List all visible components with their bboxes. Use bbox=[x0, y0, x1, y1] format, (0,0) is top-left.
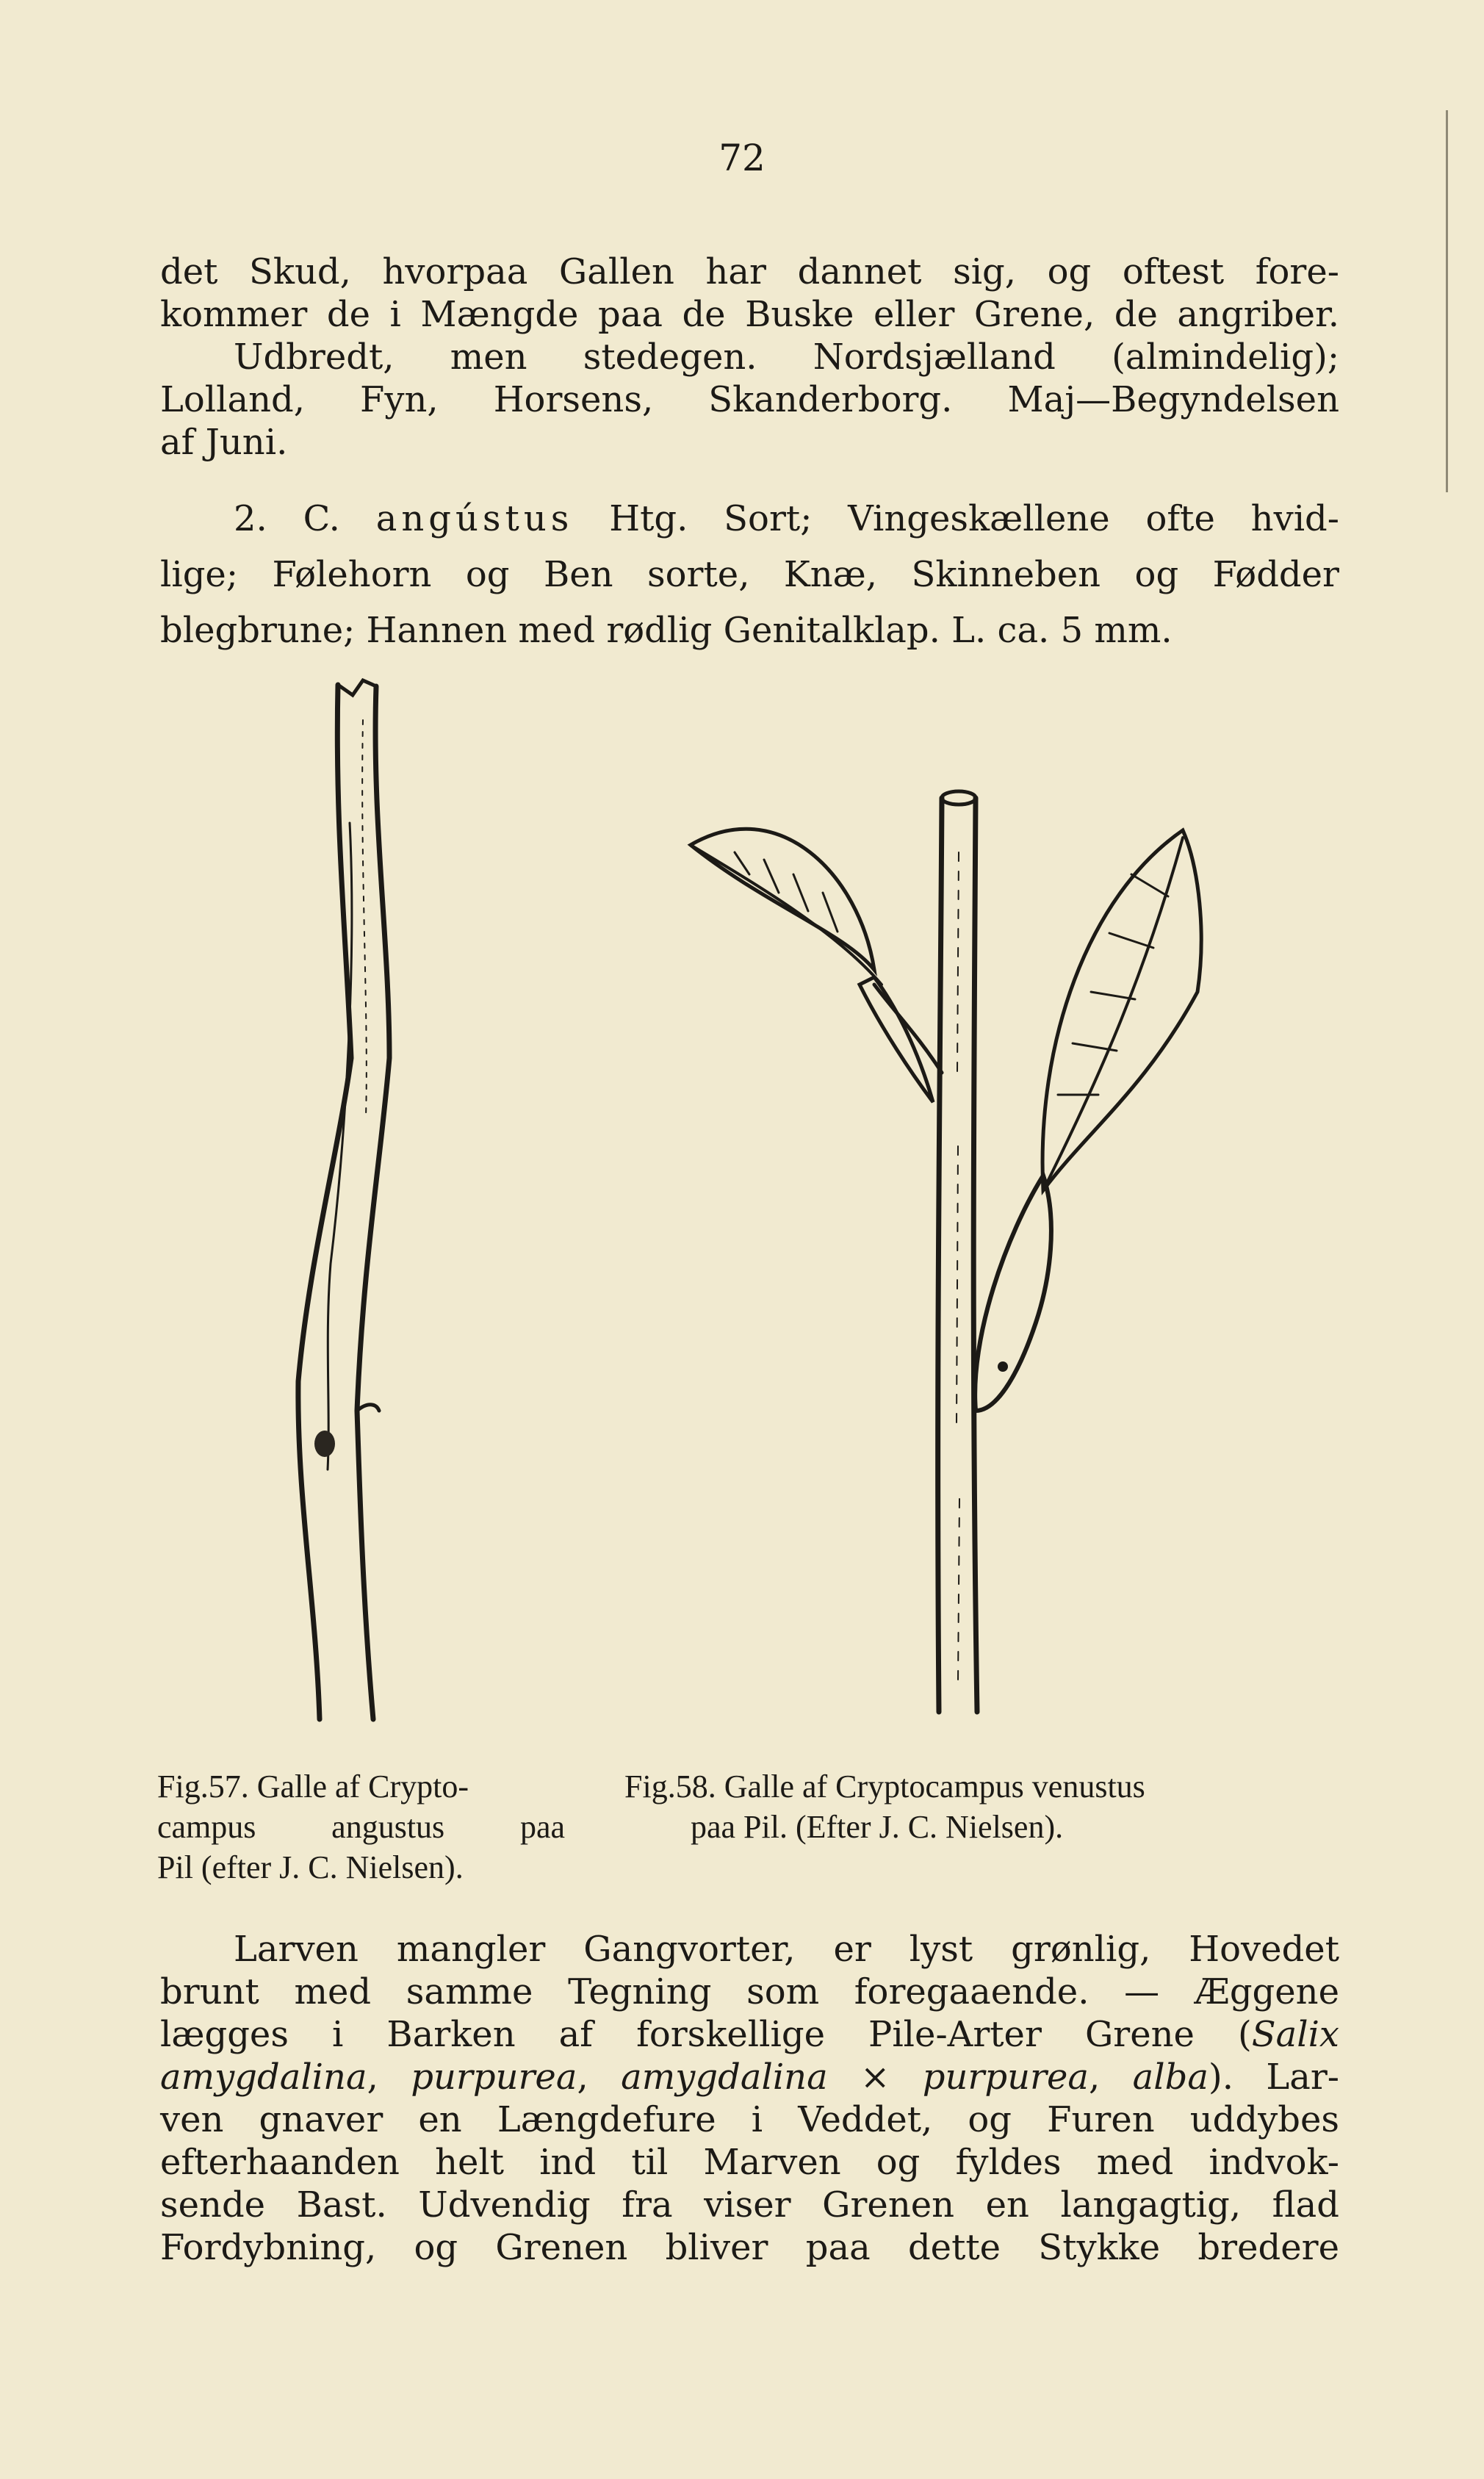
stem-right-edge bbox=[973, 798, 977, 1712]
page-number: 72 bbox=[718, 137, 766, 179]
text-line: brunt med samme Tegning som foregaaende. — Æggene bbox=[160, 1971, 1339, 2012]
text-line: lægges i Barken af forskellige Pile-Arter Grene (Salix bbox=[160, 2014, 1339, 2055]
species-author: Htg. bbox=[609, 498, 688, 539]
twig-57-groove bbox=[328, 823, 352, 1469]
intro-paragraph bbox=[160, 251, 1339, 464]
species-entry bbox=[160, 491, 1339, 658]
text-line: blegbrune; Hannen med rødlig Genitalklap. L. ca. 5 mm. bbox=[160, 610, 1173, 651]
stem-cut-end bbox=[942, 791, 976, 805]
twig-57-shade bbox=[362, 720, 367, 1117]
gall-opening-mark bbox=[314, 1431, 335, 1457]
right-leaf-outline bbox=[1042, 830, 1201, 1190]
twig-57-joint bbox=[357, 1405, 379, 1411]
species-number: 2. C. bbox=[234, 498, 340, 539]
caption-line: campus angustus paa bbox=[157, 1809, 565, 1845]
gall-exit-hole bbox=[998, 1361, 1008, 1372]
text-line: det Skud, hvorpaa Gallen har dannet sig, og oftest fore- bbox=[160, 251, 1339, 292]
figure-58-gall-on-willow bbox=[676, 764, 1220, 1719]
species-entry-line-1 bbox=[160, 491, 1339, 547]
body-paragraph bbox=[160, 1928, 1339, 2269]
text-line: efterhaanden helt ind til Marven og fyldes med indvok- bbox=[160, 2142, 1339, 2183]
stem-texture bbox=[957, 852, 959, 1683]
text-line: Udbredt, men stedegen. Nordsjælland (almindelig); bbox=[234, 337, 1339, 378]
left-gall-swelling bbox=[860, 977, 933, 1102]
figure-57-caption bbox=[157, 1766, 569, 1888]
twig-57-right-edge bbox=[357, 686, 389, 1719]
caption-line: Fig.58. Galle af Cryptocampus venustus bbox=[624, 1769, 1145, 1805]
text-line: sende Bast. Udvendig fra viser Grenen en langagtig, flad bbox=[160, 2184, 1339, 2226]
text-line: Larven mangler Gangvorter, er lyst grønlig, Hovedet bbox=[234, 1929, 1339, 1970]
caption-line: Fig.57. Galle af Crypto- bbox=[157, 1769, 469, 1805]
right-gall-body bbox=[975, 1176, 1051, 1411]
text-line: af Juni. bbox=[160, 422, 288, 463]
caption-line: Pil (efter J. C. Nielsen). bbox=[157, 1849, 464, 1885]
species-name: angústus bbox=[375, 498, 574, 539]
text-line: kommer de i Mængde paa de Buske eller Grene, de angriber. bbox=[160, 294, 1339, 335]
figure-57-gall-on-twig bbox=[287, 676, 433, 1727]
figure-58-caption bbox=[624, 1766, 1344, 1847]
text-line: Fordybning, og Grenen bliver paa dette Stykke bredere bbox=[160, 2227, 1339, 2268]
text-line: ven gnaver en Længdefure i Veddet, og Furen uddybes bbox=[160, 2099, 1339, 2140]
text-line: lige; Følehorn og Ben sorte, Knæ, Skinneben og Fødder bbox=[160, 554, 1339, 595]
caption-line: paa Pil. (Efter J. C. Nielsen). bbox=[691, 1809, 1064, 1845]
twig-57-tip bbox=[338, 680, 376, 695]
text-line: amygdalina, purpurea, amygdalina × purpurea, alba). Lar- bbox=[160, 2057, 1340, 2098]
text-line: Lolland, Fyn, Horsens, Skanderborg. Maj—Begyndelsen bbox=[160, 379, 1339, 420]
species-salix: Salix bbox=[1251, 2014, 1339, 2055]
species-description: Sort; Vingeskællene ofte hvid- bbox=[724, 498, 1339, 539]
twig-57-left-edge bbox=[298, 685, 351, 1719]
stem-left-edge bbox=[938, 798, 942, 1712]
